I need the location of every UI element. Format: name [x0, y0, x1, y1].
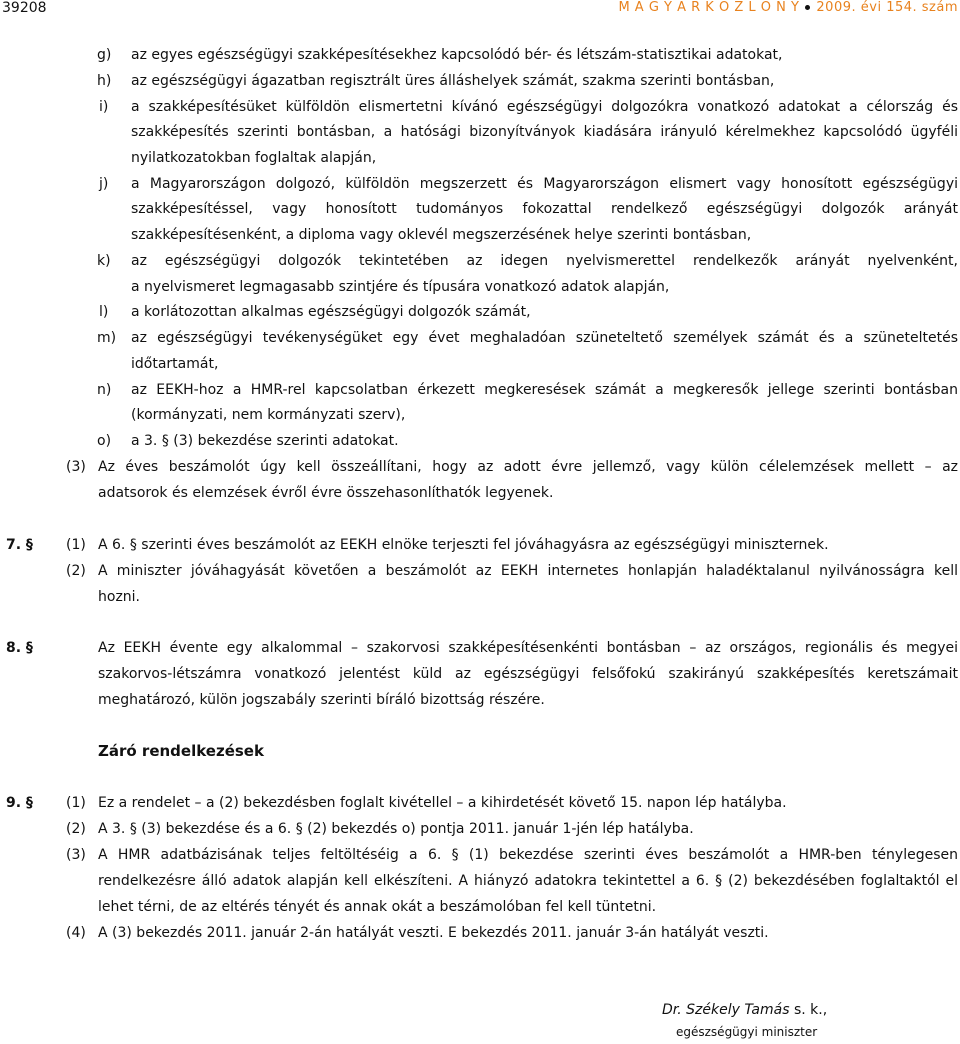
item-label: g) [97, 47, 112, 63]
paragraph-text: hozni. [98, 589, 140, 605]
issue-info: 2009. évi 154. szám [816, 0, 958, 15]
closing-heading: Záró rendelkezések [98, 742, 264, 760]
item-label: m) [97, 330, 117, 346]
paragraph-text: Az EEKH évente egy alkalommal – szakorvosi szakképesítésenkénti bontásban – az országos, regionális és megyei [98, 640, 958, 656]
item-label: j) [99, 176, 109, 192]
paragraph-label: (1) [66, 795, 86, 811]
item-text: nyilatkozatokban foglaltak alapján, [131, 150, 377, 166]
item-text: az egyes egészségügyi szakképesítésekhez kapcsolódó bér- és létszám-statisztikai adatokat, [131, 47, 783, 63]
paragraph-label: (3) [66, 847, 86, 863]
item-label: l) [99, 304, 109, 320]
item-text: (kormányzati, nem kormányzati szerv), [131, 407, 406, 423]
section-number: 7. § [6, 537, 33, 553]
item-label: h) [97, 73, 112, 89]
item-text: az egészségügyi ágazatban regisztrált üres álláshelyek számát, szakma szerinti bontásban, [131, 73, 775, 89]
item-text: az egészségügyi dolgozók tekintetében az idegen nyelvismerettel rendelkezők arányát nyelvenként, [131, 253, 958, 269]
paragraph-text: Ez a rendelet – a (2) bekezdésben foglalt kivétellel – a kihirdetését követő 15. napon lép hatályba. [98, 795, 787, 811]
signature-title: egészségügyi miniszter [676, 1025, 818, 1039]
paragraph-label: (2) [66, 563, 86, 579]
paragraph-text: Az éves beszámolót úgy kell összeállítani, hogy az adott évre jellemző, vagy külön célelemzések mellett – az [98, 459, 958, 475]
section-number: 9. § [6, 795, 33, 811]
bullet-dot-icon [805, 5, 810, 10]
section-number: 8. § [6, 640, 33, 656]
journal-title: M A G Y A R K Ö Z L Ö N Y [618, 0, 800, 15]
item-text: a szakképesítésüket külföldön elismertetni kívánó egészségügyi dolgozókra vonatkozó adatokat a célország és [131, 99, 958, 115]
item-text: az EEKH-hoz a HMR-rel kapcsolatban érkezett megkeresések számát a megkeresők jellege szerinti bontásban [131, 382, 958, 398]
paragraph-text: A (3) bekezdés 2011. január 2-án hatályát veszti. E bekezdés 2011. január 3-án hatályát veszti. [98, 925, 769, 941]
item-label: n) [97, 382, 112, 398]
item-text: a Magyarországon dolgozó, külföldön megszerzett és Magyarországon elismert vagy honosított egészségügyi [131, 176, 958, 192]
item-text: időtartamát, [131, 356, 219, 372]
paragraph-text: szakorvos-létszámra vonatkozó jelentést küld az egészségügyi felsőfokú szakirányú szakképesítés keretszámait [98, 666, 958, 682]
paragraph-label: (2) [66, 821, 86, 837]
paragraph-text: lehet térni, de az eltérés tényét és annak okát a beszámolóban fel kell tüntetni. [98, 899, 657, 915]
signer-name: Dr. Székely Tamás [662, 1002, 790, 1018]
item-text: szakképesítésenként, a diploma vagy oklevél megszerzésének helye szerinti bontásban, [131, 227, 752, 243]
paragraph-text: rendelkezésre álló adatok alapján kell elkészíteni. A hiányzó adatokra tekintettel a 6. § (2) bekezdésében foglaltaktól el [98, 873, 958, 889]
paragraph-label: (1) [66, 537, 86, 553]
item-text: szakképesítéssel, vagy honosított tudományos fokozattal rendelkező egészségügyi dolgozók arányát [131, 201, 958, 217]
paragraph-label: (4) [66, 925, 86, 941]
running-header [618, 0, 958, 15]
signature-name [662, 1001, 827, 1019]
item-text: az egészségügyi tevékenységüket egy évet meghaladóan szüneteltető személyek számát és a szüneteltetés [131, 330, 958, 346]
item-label: i) [99, 99, 109, 115]
item-text: a korlátozottan alkalmas egészségügyi dolgozók számát, [131, 304, 531, 320]
paragraph-text: adatsorok és elemzések évről évre összehasonlíthatók legyenek. [98, 485, 554, 501]
paragraph-text: A miniszter jóváhagyását követően a beszámolót az EEKH internetes honlapján haladéktalanul nyilvánosságra kell [98, 563, 958, 579]
item-text: a nyelvismeret legmagasabb szintjére és típusára vonatkozó adatok alapján, [131, 279, 670, 295]
page-number: 39208 [2, 0, 47, 16]
signature-suffix: s. k., [793, 1002, 828, 1018]
page-header [0, 0, 960, 20]
item-label: k) [97, 253, 111, 269]
item-text: a 3. § (3) bekezdése szerinti adatokat. [131, 433, 399, 449]
paragraph-text: A HMR adatbázisának teljes feltöltéséig a 6. § (1) bekezdése szerinti éves beszámolót a HMR-ben ténylegesen [98, 847, 958, 863]
item-text: szakképesítés szerinti bontásban, a hatósági bizonyítványok kiadására irányuló kérelmekhez kapcsolódó ügyféli [131, 124, 958, 140]
paragraph-label: (3) [66, 459, 86, 475]
paragraph-text: A 6. § szerinti éves beszámolót az EEKH elnöke terjeszti fel jóváhagyásra az egészségügyi miniszternek. [98, 537, 829, 553]
paragraph-text: A 3. § (3) bekezdése és a 6. § (2) bekezdés o) pontja 2011. január 1-jén lép hatályba. [98, 821, 694, 837]
paragraph-text: meghatározó, külön jogszabály szerinti bíráló bizottság részére. [98, 692, 545, 708]
item-label: o) [97, 433, 112, 449]
